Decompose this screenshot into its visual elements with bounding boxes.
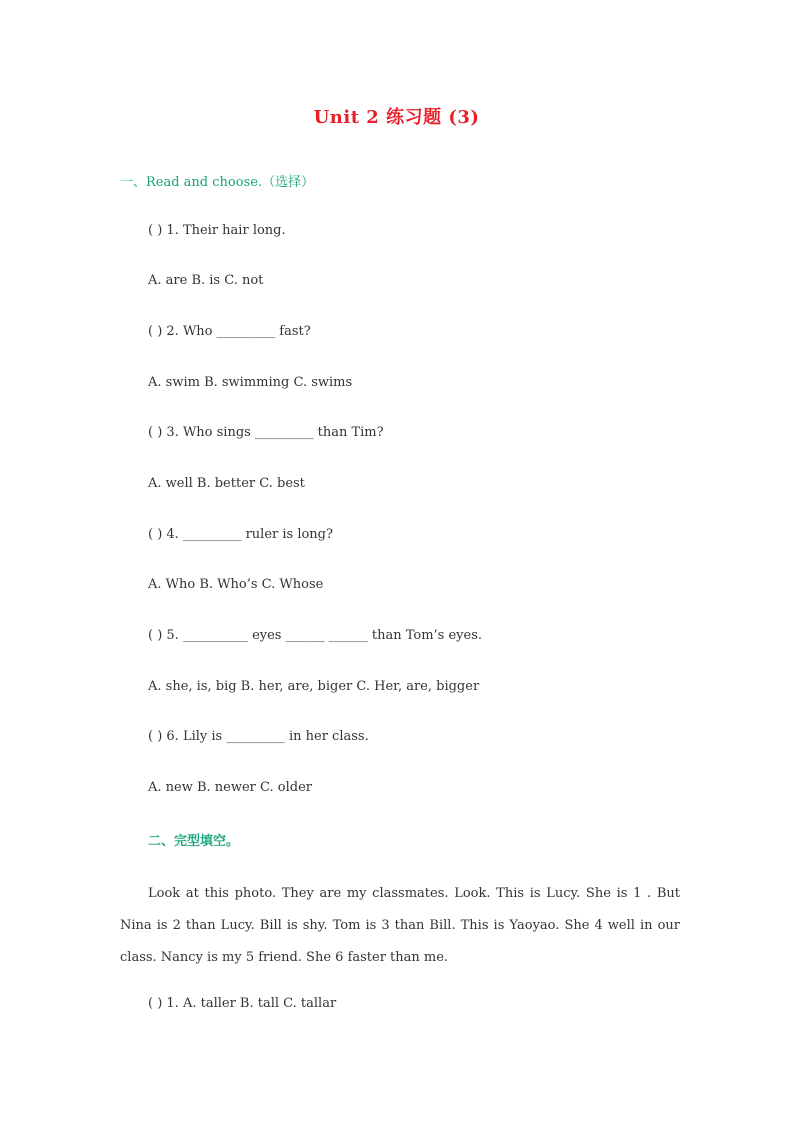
section-2-heading: 二、完型填空。 (148, 834, 240, 849)
cloze-question-1: ( ) 1. A. taller B. tall C. tallar (148, 996, 337, 1011)
question-4-options: A. Who B. Who’s C. Whose (148, 577, 324, 592)
question-4: ( ) 4. _________ ruler is long? (148, 527, 333, 542)
page-title: Unit 2 练习题 (3) (313, 107, 480, 128)
question-3: ( ) 3. Who sings _________ than Tim? (148, 425, 384, 440)
cloze-passage: Look at this photo. They are my classmates. Look. This is Lucy. She is 1 . But Nina is 2 than Lucy. Bill is shy. Tom is 3 than Bill. This is Yaoyao. She 4 well in our class. Nancy is my 5 friend. She 6 faster than me. (120, 886, 680, 965)
question-5-options: A. she, is, big B. her, are, biger C. Her, are, bigger (148, 679, 480, 694)
question-3-options: A. well B. better C. best (148, 476, 305, 491)
section-1-heading: 一、Read and choose.（选择） (120, 175, 315, 190)
question-2: ( ) 2. Who _________ fast? (148, 324, 311, 339)
question-1-options: A. are B. is C. not (148, 273, 264, 288)
question-1: ( ) 1. Their hair long. (148, 223, 286, 238)
question-6: ( ) 6. Lily is _________ in her class. (148, 729, 369, 744)
question-6-options: A. new B. newer C. older (148, 780, 312, 795)
question-2-options: A. swim B. swimming C. swims (148, 375, 353, 390)
question-5: ( ) 5. __________ eyes ______ ______ than Tom’s eyes. (148, 628, 483, 643)
